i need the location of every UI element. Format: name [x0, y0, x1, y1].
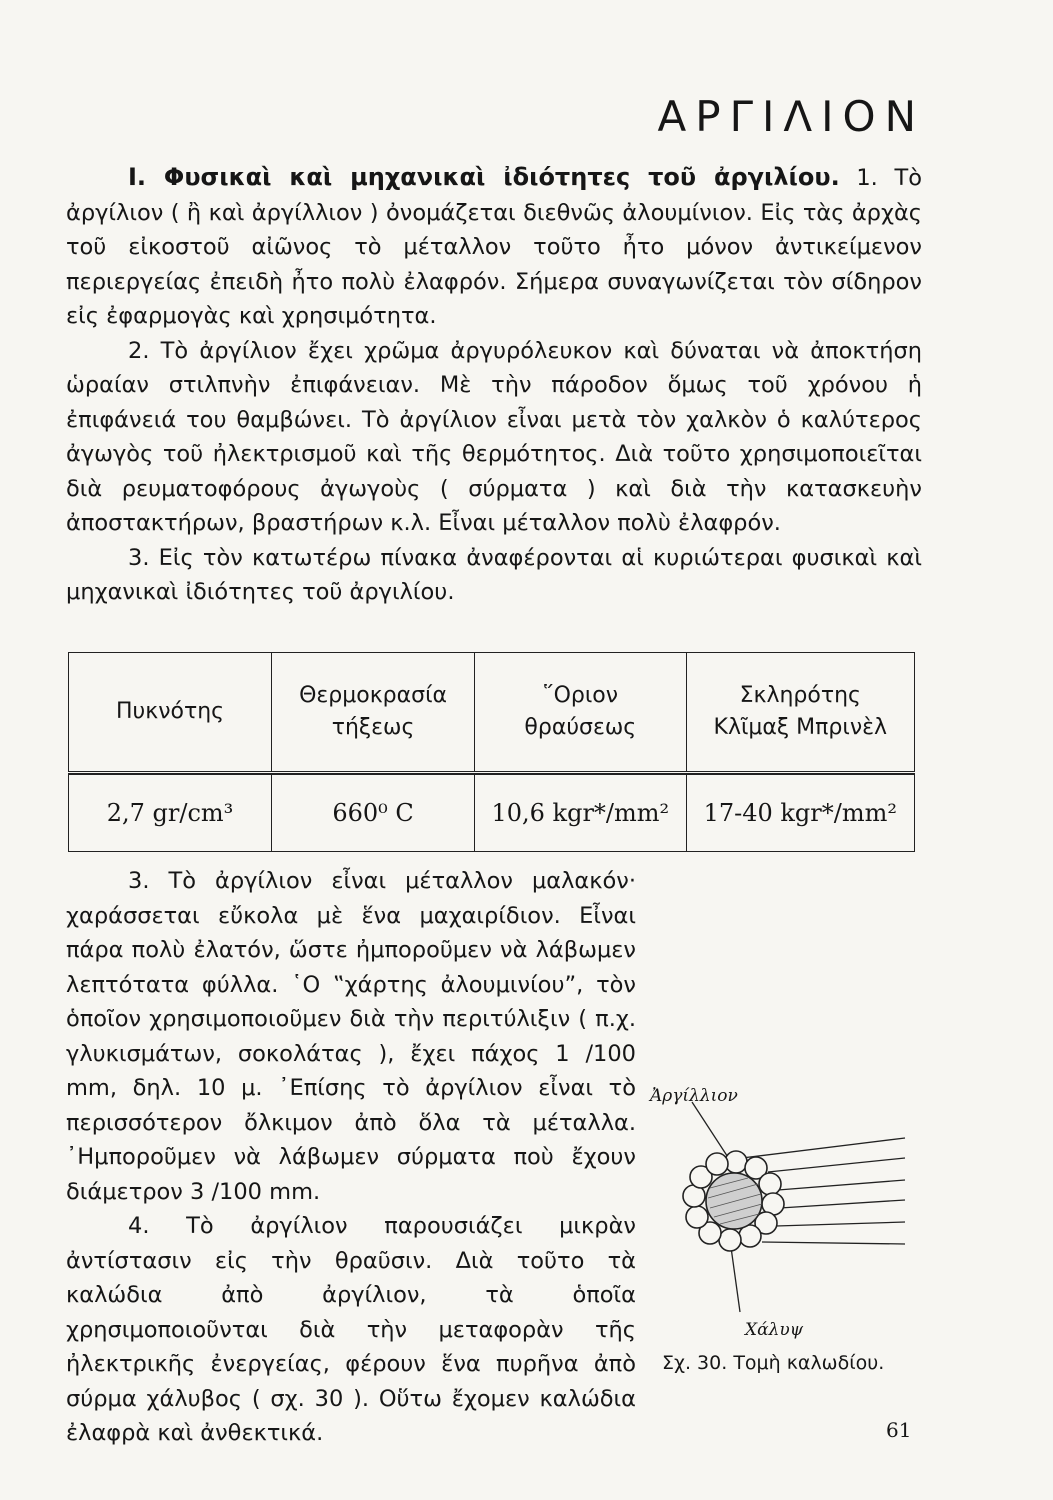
cell-density: 2,7 gr/cm³	[69, 775, 272, 852]
page-title: ΑΡΓΙΛΙΟΝ	[657, 92, 925, 141]
cable-diagram	[630, 1080, 930, 1350]
header-melting-point: Θερμοκρασία τήξεως	[272, 653, 475, 773]
properties-table	[68, 652, 915, 852]
figure-caption: Σχ. 30. Τομὴ καλωδίου.	[662, 1352, 885, 1374]
section-heading: Ι. Φυσικαὶ καὶ μηχανικαὶ ἰδιότητες τοῦ ἀργιλίου.	[128, 163, 840, 191]
cell-breaking-limit: 10,6 kgr*/mm²	[475, 775, 687, 852]
label-steel: Χάλυψ	[745, 1320, 804, 1340]
text-block-upper	[66, 160, 922, 610]
paragraph-2: 2. Τὸ ἀργίλιον ἔχει χρῶμα ἀργυρόλευκον καὶ δύναται νὰ ἀποκτήση ὡραίαν στιλπνὴν ἐπιφάνειαν. Μὲ τὴν πάροδον ὅμως τοῦ χρόνου ἡ ἐπιφάνειά του θαμβώνει. Τὸ ἀργίλιον εἶναι μετὰ τὸν χαλκὸν ὁ καλύτερος ἀγωγὸς τοῦ ἠλεκτρισμοῦ καὶ τῆς θερμότητος. Διὰ τοῦτο χρησιμοποιεῖται διὰ ρευματοφόρους ἀγωγοὺς ( σύρματα ) καὶ διὰ τὴν κατασκευὴν ἀποστακτήρων, βραστήρων κ.λ. Εἶναι μέταλλον πολὺ ἐλαφρόν.	[66, 337, 922, 536]
page-number: 61	[886, 1418, 912, 1442]
paragraph-3: 3. Εἰς τὸν κατωτέρω πίνακα ἀναφέρονται αἱ κυριώτεραι φυσικαὶ καὶ μηχανικαὶ ἰδιότητες τοῦ ἀργιλίου.	[66, 544, 922, 605]
table-row	[69, 775, 915, 852]
paragraph-1	[66, 160, 922, 334]
header-density: Πυκνότης	[69, 653, 272, 773]
paragraph-1-text: 1. Τὸ ἀργίλιον ( ἢ καὶ ἀργίλλιον ) ὀνομάζεται διεθνῶς ἀλουμίνιον. Εἰς τὰς ἀρχὰς τοῦ εἰκοστοῦ αἰῶνος τὸ μέταλλον τοῦτο ἦτο μόνον ἀντικείμενον περιεργείας ἐπειδὴ ἦτο πολὺ ἐλαφρόν. Σήμερα συναγωνίζεται τὸν σίδηρον εἰς ἐφαρμογὰς καὶ χρησιμότητα.	[66, 165, 923, 329]
header-hardness: Σκληρότης Κλῖμαξ Μπρινὲλ	[686, 653, 914, 773]
paragraph-4: 3. Τὸ ἀργίλιον εἶναι μέταλλον μαλακόν· χαράσσεται εὔκολα μὲ ἕνα μαχαιρίδιον. Εἶναι πάρα πολὺ ἐλατόν, ὥστε ἠμποροῦμεν νὰ λάβωμεν λεπτότατα φύλλα. ῾Ο ‟χάρτης ἀλουμινίου”, τὸν ὁποῖον χρησιμοποιοῦμεν διὰ τὴν περιτύλιξιν ( π.χ. γλυκισμάτων, σοκολάτας ), ἔχει πάχος 1 /100 mm, δηλ. 10 μ. ᾽Επίσης τὸ ἀργίλιον εἶναι τὸ περισσότερον ὄλκιμον ἀπὸ ὅλα τὰ μέταλλα. ᾽Ημποροῦμεν νὰ λάβωμεν σύρματα ποὺ ἔχουν διάμετρον 3 /100 mm.	[66, 868, 636, 1205]
label-aluminium: Ἀργίλλιον	[650, 1086, 738, 1106]
text-block-lower	[66, 864, 636, 1451]
cell-melting-point: 660⁰ C	[272, 775, 475, 852]
cell-hardness: 17-40 kgr*/mm²	[686, 775, 914, 852]
table-header-row	[69, 653, 915, 773]
header-breaking-limit: ῞Οριον θραύσεως	[475, 653, 687, 773]
paragraph-5: 4. Τὸ ἀργίλιον παρουσιάζει μικρὰν ἀντίστασιν εἰς τὴν θραῦσιν. Διὰ τοῦτο τὰ καλώδια ἀπὸ ἀργίλιον, τὰ ὁποῖα χρησιμοποιοῦνται διὰ τὴν μεταφορὰν τῆς ἠλεκτρικῆς ἐνεργείας, φέρουν ἕνα πυρῆνα ἀπὸ σύρμα χάλυβος ( σχ. 30 ). Οὕτω ἔχομεν καλώδια ἐλαφρὰ καὶ ἀνθεκτικά.	[66, 1213, 636, 1446]
